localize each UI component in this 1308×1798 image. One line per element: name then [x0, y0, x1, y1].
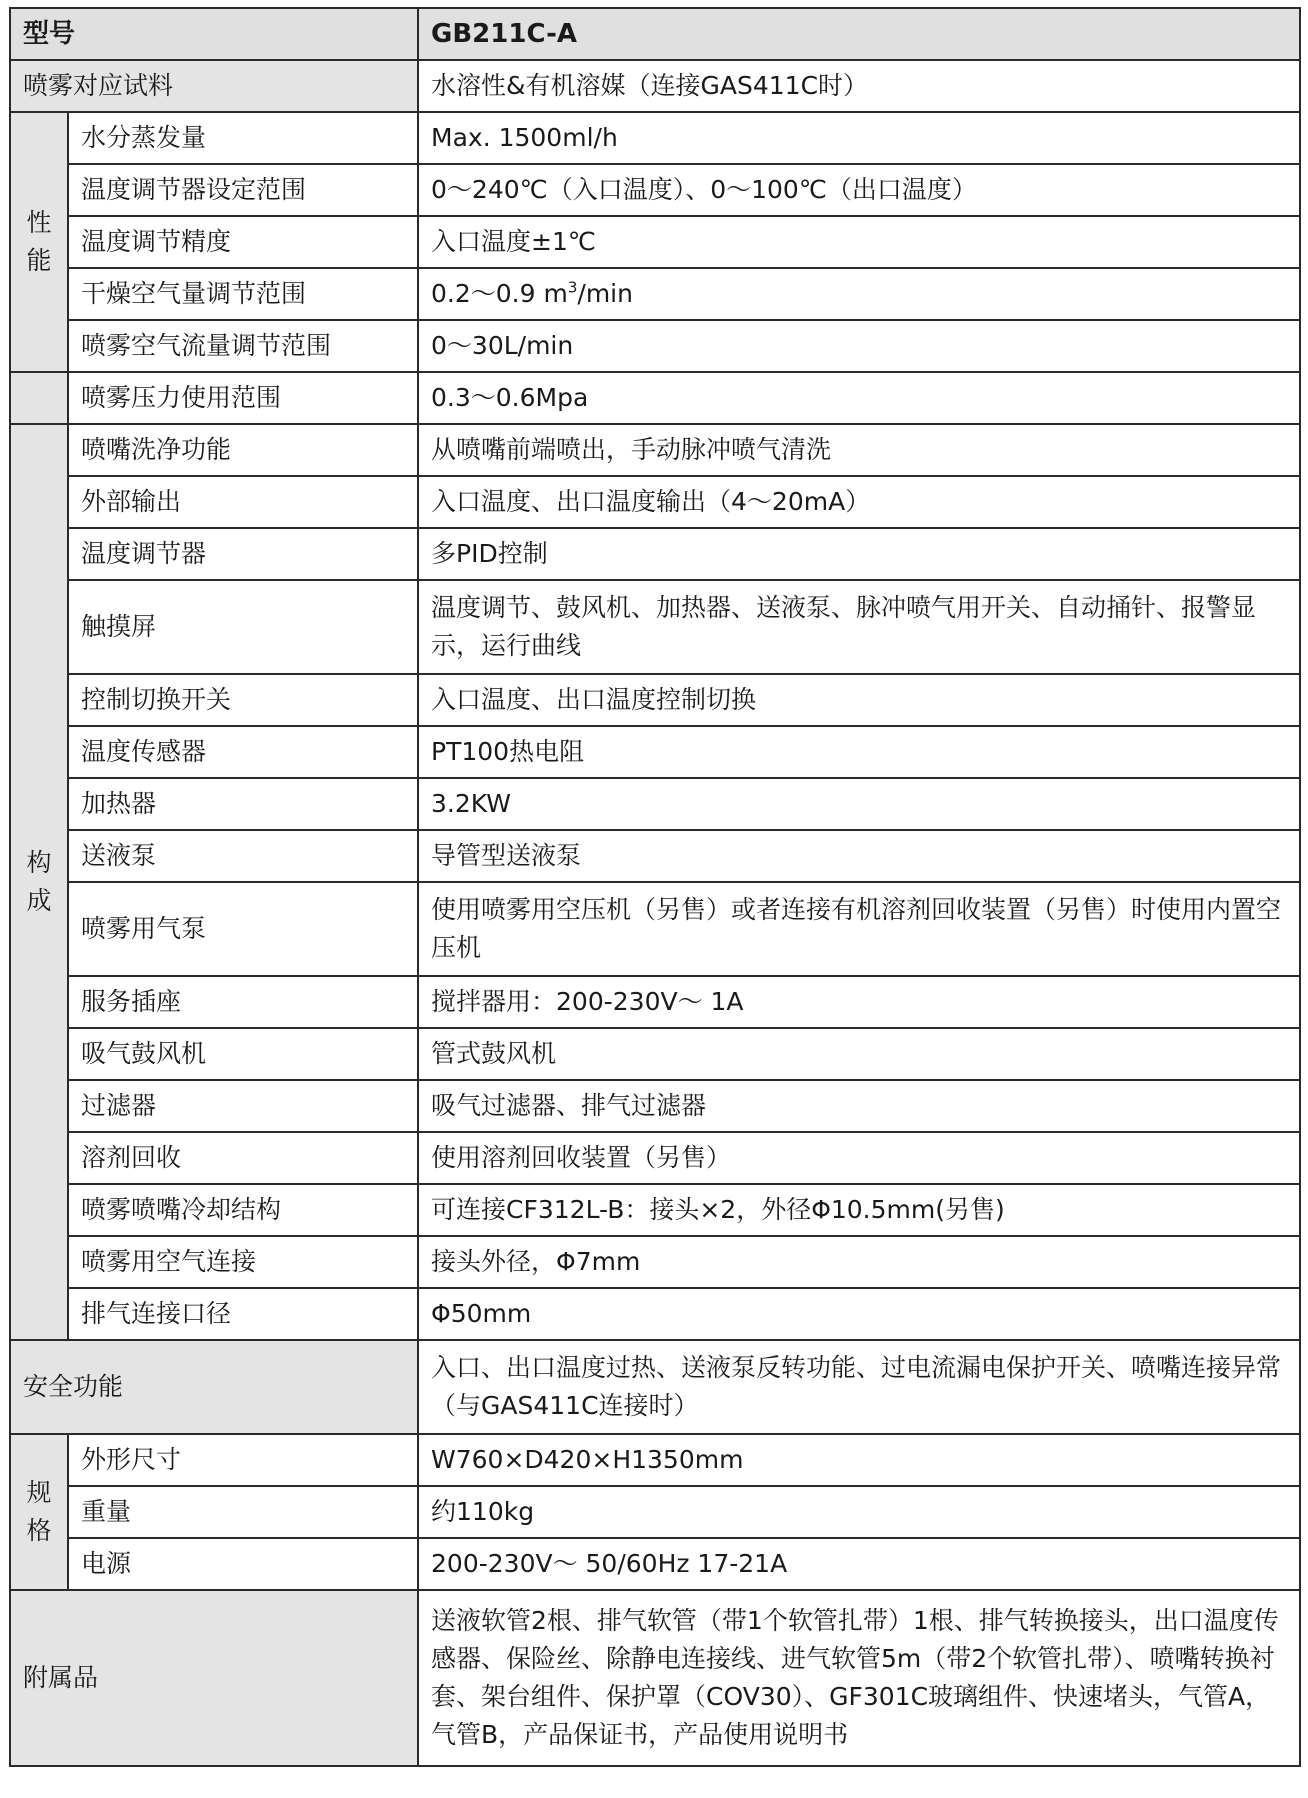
- group-empty: [10, 372, 68, 424]
- row-value: 多PID控制: [418, 528, 1300, 580]
- spray-material-row: [10, 60, 1300, 112]
- row-label: 加热器: [68, 778, 418, 830]
- table-row: [10, 320, 1300, 372]
- group-structure: 构 成: [10, 424, 68, 1340]
- row-value: Max. 1500ml/h: [418, 112, 1300, 164]
- table-row: [10, 1236, 1300, 1288]
- row-label: 外部输出: [68, 476, 418, 528]
- row-value: 温度调节、鼓风机、加热器、送液泵、脉冲喷气用开关、自动捅针、报警显示，运行曲线: [418, 580, 1300, 674]
- row-label: 喷嘴洗净功能: [68, 424, 418, 476]
- table-row: [10, 528, 1300, 580]
- accessories-label: 附属品: [10, 1590, 418, 1766]
- safety-value: 入口、出口温度过热、送液泵反转功能、过电流漏电保护开关、喷嘴连接异常（与GAS411C连接时）: [418, 1340, 1300, 1434]
- row-value: 管式鼓风机: [418, 1028, 1300, 1080]
- row-label: 过滤器: [68, 1080, 418, 1132]
- row-label: 触摸屏: [68, 580, 418, 674]
- row-label: 喷雾喷嘴冷却结构: [68, 1184, 418, 1236]
- row-label: 温度调节器: [68, 528, 418, 580]
- row-value: 约110kg: [418, 1486, 1300, 1538]
- accessories-value: 送液软管2根、排气软管（带1个软管扎带）1根、排气转换接头，出口温度传感器、保险丝、除静电连接线、进气软管5m（带2个软管扎带）、喷嘴转换衬套、架台组件、保护罩（COV30）、GF301C玻璃组件、快速堵头，气管A，气管B，产品保证书，产品使用说明书: [418, 1590, 1300, 1766]
- safety-row: [10, 1340, 1300, 1434]
- table-row: [10, 580, 1300, 674]
- row-label: 吸气鼓风机: [68, 1028, 418, 1080]
- pressure-row: [10, 372, 1300, 424]
- table-row: [10, 216, 1300, 268]
- table-row: [10, 424, 1300, 476]
- table-row: [10, 1434, 1300, 1486]
- table-row: [10, 1080, 1300, 1132]
- row-value: 0～240℃（入口温度）、0～100℃（出口温度）: [418, 164, 1300, 216]
- row-label: 喷雾用空气连接: [68, 1236, 418, 1288]
- row-value: 导管型送液泵: [418, 830, 1300, 882]
- row-value: 0.3～0.6Mpa: [418, 372, 1300, 424]
- row-value: 200-230V～ 50/60Hz 17-21A: [418, 1538, 1300, 1590]
- accessories-row: [10, 1590, 1300, 1766]
- table-row: [10, 268, 1300, 320]
- row-value: 0～30L/min: [418, 320, 1300, 372]
- table-row: [10, 1028, 1300, 1080]
- group-performance: 性 能: [10, 112, 68, 372]
- row-value: PT100热电阻: [418, 726, 1300, 778]
- row-label: 温度传感器: [68, 726, 418, 778]
- model-value: GB211C-A: [418, 8, 1300, 60]
- row-label: 水分蒸发量: [68, 112, 418, 164]
- group-specs: 规 格: [10, 1434, 68, 1590]
- table-row: [10, 830, 1300, 882]
- row-value: 入口温度、出口温度控制切换: [418, 674, 1300, 726]
- table-row: [10, 1288, 1300, 1340]
- row-label: 重量: [68, 1486, 418, 1538]
- row-value: Φ50mm: [418, 1288, 1300, 1340]
- spec-table: [9, 7, 1301, 1767]
- model-row: [10, 8, 1300, 60]
- row-label: 喷雾压力使用范围: [68, 372, 418, 424]
- row-label: 干燥空气量调节范围: [68, 268, 418, 320]
- row-label: 温度调节器设定范围: [68, 164, 418, 216]
- table-row: [10, 882, 1300, 976]
- row-label: 控制切换开关: [68, 674, 418, 726]
- row-value: 接头外径，Φ7mm: [418, 1236, 1300, 1288]
- table-row: [10, 476, 1300, 528]
- row-value: 3.2KW: [418, 778, 1300, 830]
- table-row: [10, 674, 1300, 726]
- row-label: 送液泵: [68, 830, 418, 882]
- row-value: 搅拌器用：200-230V～ 1A: [418, 976, 1300, 1028]
- model-label: 型号: [10, 8, 418, 60]
- spray-material-value: 水溶性&有机溶媒（连接GAS411C时）: [418, 60, 1300, 112]
- row-label: 温度调节精度: [68, 216, 418, 268]
- table-row: [10, 1132, 1300, 1184]
- table-row: [10, 778, 1300, 830]
- table-row: [10, 1486, 1300, 1538]
- row-value: 可连接CF312L-B：接头×2，外径Φ10.5mm(另售): [418, 1184, 1300, 1236]
- table-row: [10, 1184, 1300, 1236]
- table-row: [10, 112, 1300, 164]
- row-value: 使用溶剂回收装置（另售）: [418, 1132, 1300, 1184]
- table-row: [10, 164, 1300, 216]
- row-label: 溶剂回收: [68, 1132, 418, 1184]
- spray-material-label: 喷雾对应试料: [10, 60, 418, 112]
- table-row: [10, 1538, 1300, 1590]
- row-value: 吸气过滤器、排气过滤器: [418, 1080, 1300, 1132]
- row-label: 外形尺寸: [68, 1434, 418, 1486]
- row-label: 排气连接口径: [68, 1288, 418, 1340]
- row-label: 喷雾用气泵: [68, 882, 418, 976]
- table-row: [10, 726, 1300, 778]
- row-label: 电源: [68, 1538, 418, 1590]
- row-label: 喷雾空气流量调节范围: [68, 320, 418, 372]
- row-value: 从喷嘴前端喷出，手动脉冲喷气清洗: [418, 424, 1300, 476]
- table-row: [10, 976, 1300, 1028]
- row-value: 使用喷雾用空压机（另售）或者连接有机溶剂回收装置（另售）时使用内置空压机: [418, 882, 1300, 976]
- safety-label: 安全功能: [10, 1340, 418, 1434]
- row-value: W760×D420×H1350mm: [418, 1434, 1300, 1486]
- row-value: 入口温度、出口温度输出（4～20mA）: [418, 476, 1300, 528]
- row-label: 服务插座: [68, 976, 418, 1028]
- row-value: 0.2～0.9 $m^3/\min$: [418, 268, 1300, 320]
- row-value: 入口温度±1℃: [418, 216, 1300, 268]
